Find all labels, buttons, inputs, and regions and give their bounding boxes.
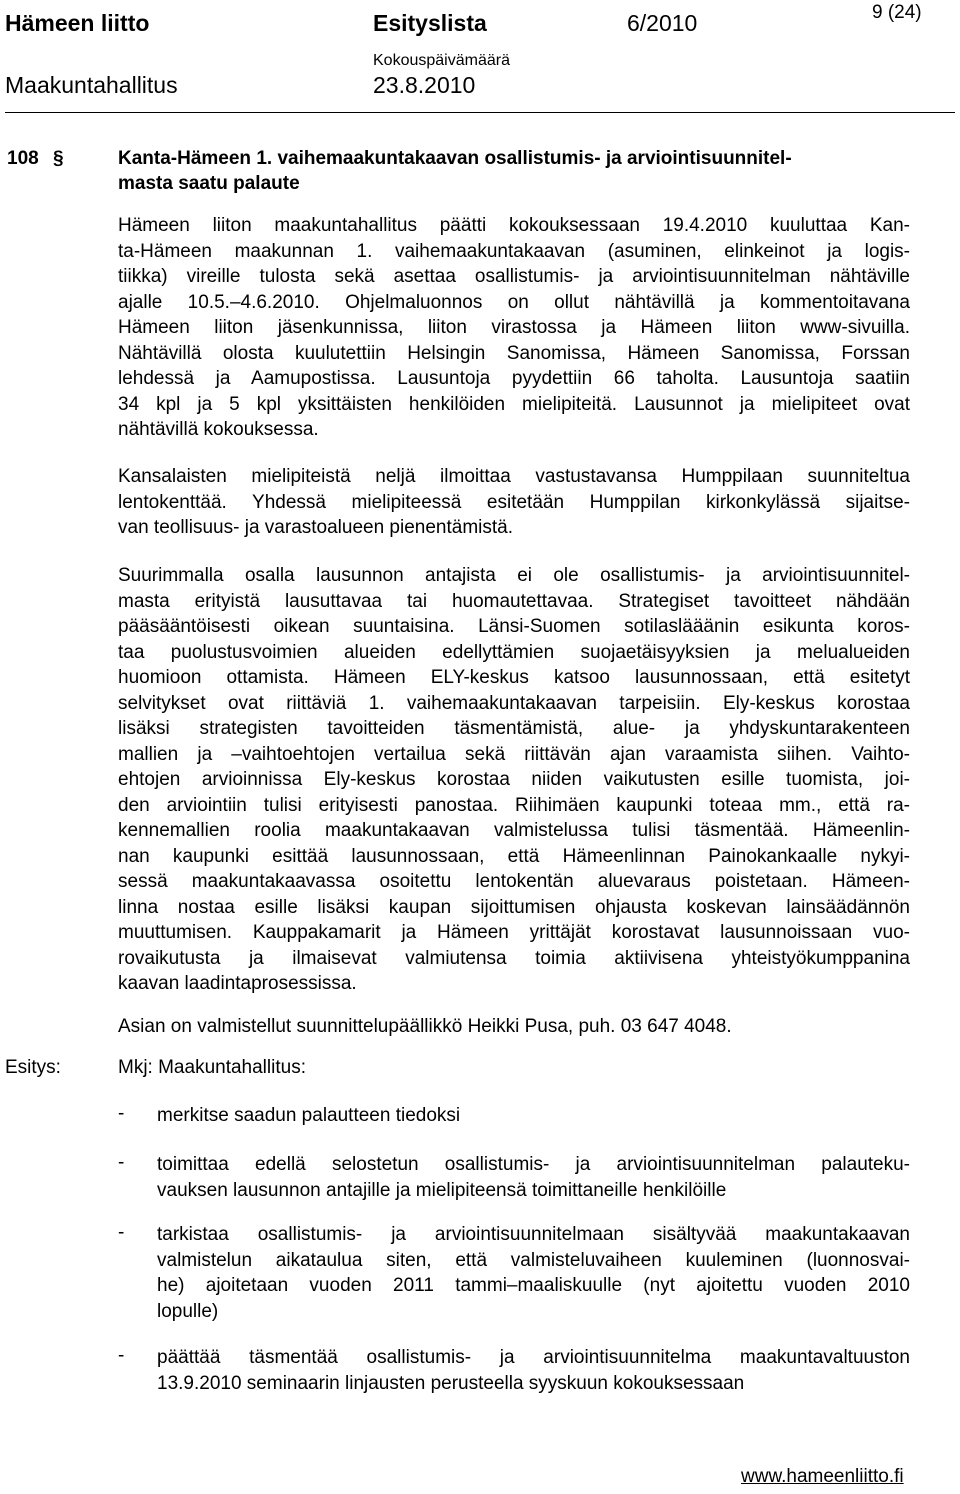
paragraph-preparer xyxy=(118,1014,910,1040)
paragraph-opinions xyxy=(118,464,910,541)
paragraph-line: ehtojen arvioinnissa Ely-keskus korostaa niiden vaikutusten esille tuomista, joi- xyxy=(118,769,910,790)
header-date: 23.8.2010 xyxy=(373,72,476,98)
header-doc-number: 6/2010 xyxy=(627,10,698,36)
paragraph-line: Asian on valmistellut suunnittelupäällikkö Heikki Pusa, puh. 03 647 4048. xyxy=(118,1016,732,1037)
paragraph-line: 34 kpl ja 5 kpl yksittäisten henkilöiden mielipiteitä. Lausunnot ja mielipiteet ovat xyxy=(118,393,910,415)
paragraph-line: sessä maakuntakaavassa osoitettu lentokentän aluevaraus poistetaan. Hämeen- xyxy=(118,871,910,892)
list-dash: - xyxy=(118,1222,125,1243)
section-number: 108 xyxy=(7,148,39,169)
proposal-item xyxy=(157,1103,910,1129)
proposal-item-line: lopulle) xyxy=(157,1300,219,1322)
paragraph-line: masta erityistä lausuttavaa tai huomautettavaa. Strategiset tavoitteet nähdään xyxy=(118,590,910,612)
proposal-item-line: merkitse saadun palautteen tiedoksi xyxy=(157,1105,461,1126)
header-date-label: Kokouspäivämäärä xyxy=(373,52,510,69)
proposal-item-line: toimittaa edellä selostetun osallistumis- ja arviointisuunnitelman palauteku- xyxy=(157,1154,910,1175)
paragraph-line: mallien ja –vaihtoehtojen vertailua sekä riittävän ajan varaamista siihen. Vaihto- xyxy=(118,743,910,765)
section-title xyxy=(118,146,792,196)
header-body-name: Maakuntahallitus xyxy=(5,72,178,98)
proposal-item-line: vauksen lausunnon antajille ja mielipiteensä toimittaneille henkilöille xyxy=(157,1179,727,1201)
paragraph-line: muuttumisen. Kauppakamarit ja Hämeen yrittäjät korostavat lausunnoissaan vuo- xyxy=(118,922,910,943)
paragraph-line: ta-Hämeen maakunnan 1. vaihemaakuntakaavan (asuminen, elinkeinot ja logis- xyxy=(118,240,910,262)
list-dash: - xyxy=(118,1152,125,1173)
paragraph-line: lisäksi strategisten tavoitteiden täsmentämistä, alue- ja yhdyskuntarakenteen xyxy=(118,718,910,739)
proposal-item-line: he) ajoitetaan vuoden 2011 tammi–maaliskuulle (nyt ajoitettu vuoden 2010 xyxy=(157,1275,910,1296)
paragraph-line: Hämeen liiton jäsenkunnissa, liiton virastossa ja Hämeen liiton www-sivuilla. xyxy=(118,317,910,338)
proposal-item-line: valmistelun aikataulua siten, että valmisteluvaiheen kuuleminen (luonnosvai- xyxy=(157,1249,910,1271)
paragraph-line: taa puolustusvoimien alueiden edellyttämien suojaetäisyyksien ja melualueiden xyxy=(118,641,910,663)
paragraph-line: tiikka) vireille tulosta sekä asettaa osallistumis- ja arviointisuunnitelman nähtäville xyxy=(118,266,910,287)
paragraph-line: selvitykset ovat riittäviä 1. vaihemaakuntakaavan tarpeisiin. Ely-keskus korostaa xyxy=(118,692,910,714)
proposal-intro: Mkj: Maakuntahallitus: xyxy=(118,1057,306,1078)
paragraph-line: Suurimmalla osalla lausunnon antajista ei ole osallistumis- ja arviointisuunnitel- xyxy=(118,565,910,586)
paragraph-statements xyxy=(118,563,910,997)
proposal-item xyxy=(157,1222,910,1324)
paragraph-line: Kansalaisten mielipiteistä neljä ilmoittaa vastustavansa Humppilaan suunniteltua xyxy=(118,466,910,487)
paragraph-line: huomioon ottamista. Hämeen ELY-keskus katsoo lausunnossaan, että esitetyt xyxy=(118,667,910,688)
header-doc-type: Esityslista xyxy=(373,10,487,36)
paragraph-line: den arviointiin tulisi erityisesti panostaa. Riihimäen kaupunki toteaa mm., että ra- xyxy=(118,794,910,816)
paragraph-line: nähtävillä kokouksessa. xyxy=(118,419,319,440)
paragraph-line: pääsääntöisesti oikean suuntaisina. Länsi-Suomen sotilaslääänin esikunta koros- xyxy=(118,616,910,637)
list-dash: - xyxy=(118,1345,125,1366)
paragraph-line: ajalle 10.5.–4.6.2010. Ohjelmaluonnos on ollut nähtävillä ja kommentoitavana xyxy=(118,291,910,313)
paragraph-line: nan kaupunki esittää lausunnossaan, että Hämeenlinnan Painokankaalle nykyi- xyxy=(118,845,910,867)
paragraph-line: kaavan laadintaprosessissa. xyxy=(118,973,357,994)
footer-website-link[interactable]: www.hameenliitto.fi xyxy=(741,1466,904,1487)
header-divider xyxy=(5,112,955,113)
proposal-label: Esitys: xyxy=(5,1057,61,1078)
paragraph-line: linna nostaa esille lisäksi kaupan sijoittumisen ohjausta koskevan lainsäädännön xyxy=(118,896,910,918)
proposal-item-line: tarkistaa osallistumis- ja arviointisuunnitelmaan sisältyvää maakuntakaavan xyxy=(157,1224,910,1245)
section-symbol: § xyxy=(53,148,64,169)
paragraph-line: kennemallien roolia maakuntakaavan valmistelussa tulisi täsmentää. Hämeenlin- xyxy=(118,820,910,841)
section-title-line: Kanta-Hämeen 1. vaihemaakuntakaavan osallistumis- ja arviointisuunnitel- xyxy=(118,148,792,169)
section-title-line: masta saatu palaute xyxy=(118,173,300,194)
header-org: Hämeen liitto xyxy=(5,10,150,36)
proposal-item-line: 13.9.2010 seminaarin linjausten perusteella syyskuun kokouksessaan xyxy=(157,1372,745,1394)
paragraph-line: lehdessä ja Aamupostissa. Lausuntoja pyydettiin 66 taholta. Lausuntoja saatiin xyxy=(118,368,910,389)
paragraph-line: Hämeen liiton maakuntahallitus päätti kokouksessaan 19.4.2010 kuuluttaa Kan- xyxy=(118,215,910,236)
paragraph-line: Nähtävillä olosta kuulutettiin Helsingin Sanomissa, Hämeen Sanomissa, Forssan xyxy=(118,342,910,364)
paragraph-line: lentokenttää. Yhdessä mielipiteessä esitetään Humppilan kirkonkylässä sijaitse- xyxy=(118,491,910,513)
proposal-item-line: päättää täsmentää osallistumis- ja arviointisuunnitelma maakuntavaltuuston xyxy=(157,1347,910,1368)
header-page: 9 (24) xyxy=(872,2,922,23)
paragraph-line: rovaikutusta ja ilmaisevat valmiutensa toimia aktiivisena yhteistyökumppanina xyxy=(118,947,910,969)
proposal-item xyxy=(157,1152,910,1203)
list-dash: - xyxy=(118,1103,125,1124)
paragraph-line: van teollisuus- ja varastoalueen pienentämistä. xyxy=(118,517,514,538)
proposal-item xyxy=(157,1345,910,1396)
paragraph-background xyxy=(118,213,910,443)
